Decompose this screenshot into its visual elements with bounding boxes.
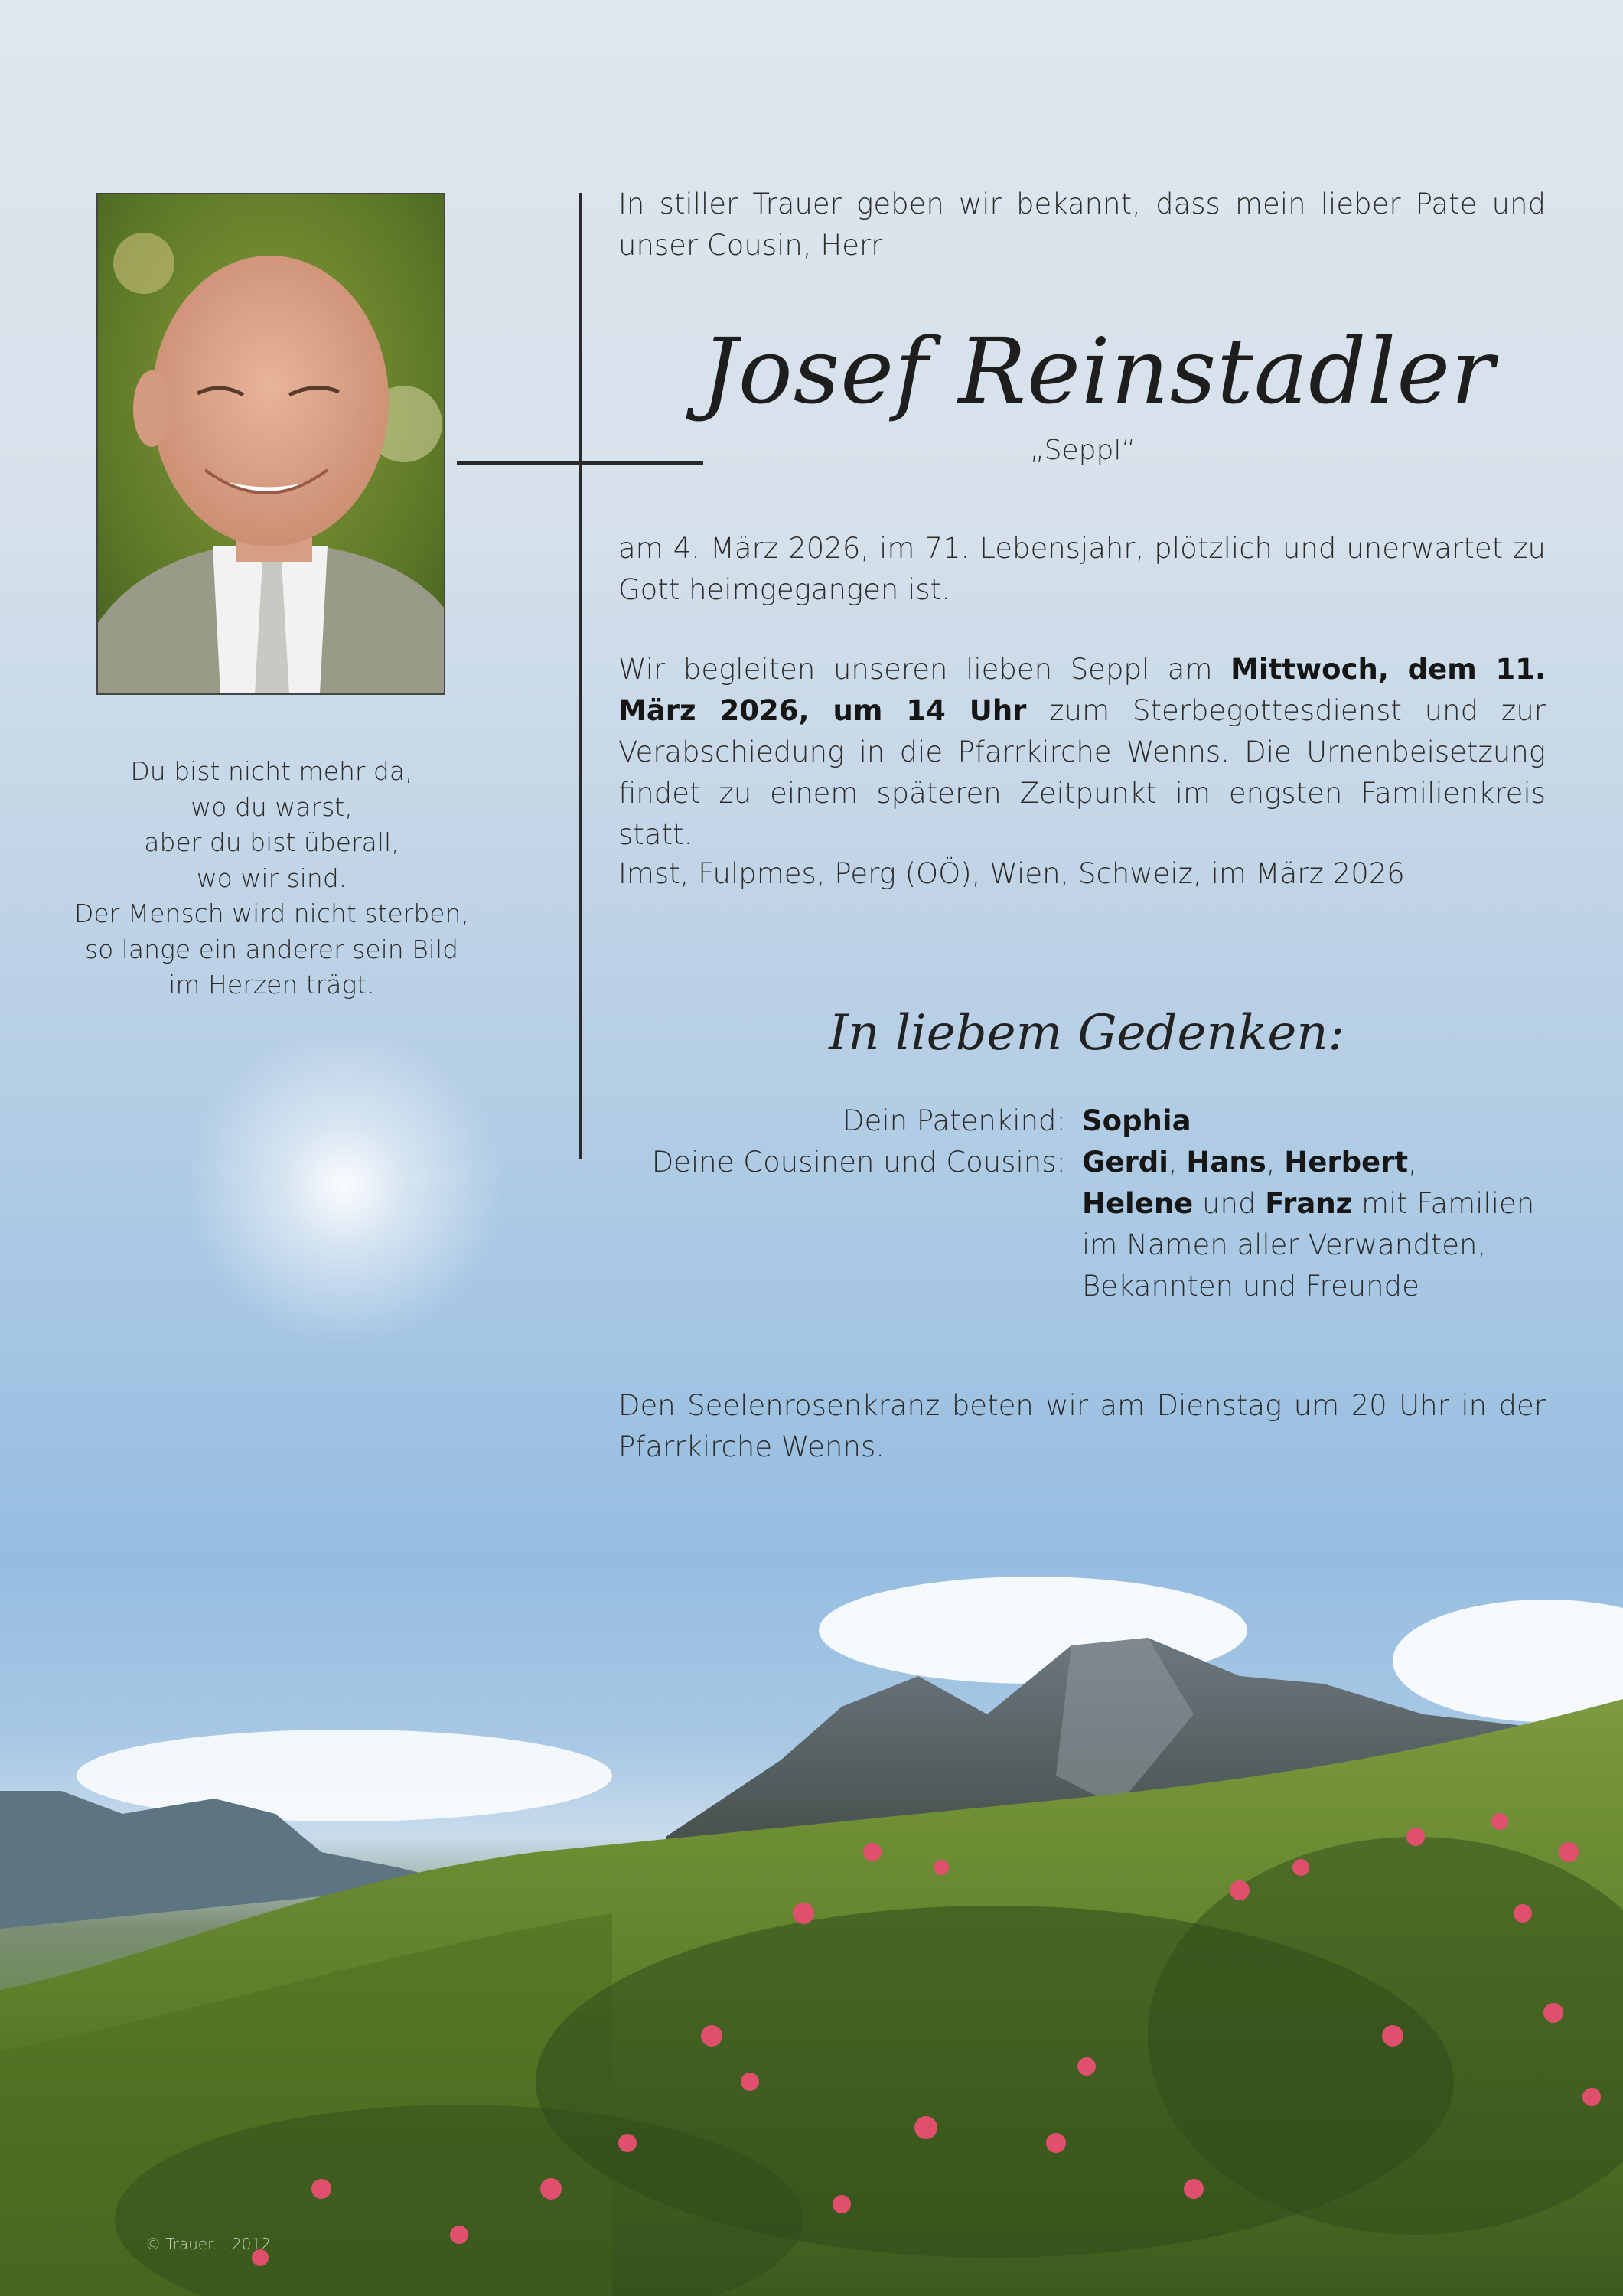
separator: , [1168,1146,1187,1179]
places-date-line: Imst, Fulpmes, Perg (OÖ), Wien, Schweiz, im März 2026 [618,857,1405,890]
cousins-names [1082,1142,1534,1307]
in-memory-heading: In liebem Gedenken: [828,1005,1345,1062]
nickname: „Seppl“ [1029,435,1136,466]
cousins-line: im Namen aller Verwandten, [1082,1228,1487,1261]
cross-vertical-bar [579,193,582,1159]
separator: , [1408,1146,1417,1179]
funeral-info-text: Wir begleiten unseren lieben Seppl am [618,653,1231,686]
intro-text: In stiller Trauer geben wir bekannt, dass mein lieber Pate und unser Cousin, Herr [618,188,1546,262]
relative-name: Herbert [1284,1146,1409,1179]
poem-line: so lange ein anderer sein Bild [84,934,459,964]
poem-line: wo du warst, [191,791,353,822]
death-notice-paragraph: am 4. März 2026, im 71. Lebensjahr, plötzlich und unerwartet zu Gott heimgegangen ist. [618,532,1546,606]
deceased-name: Josef Reinstadler [701,318,1495,424]
funeral-info-paragraph [618,649,1546,856]
godchild-label: Dein Patenkind: [842,1104,1066,1137]
poem [69,754,474,1003]
sun-glow [153,1033,536,1339]
poem-line: Der Mensch wird nicht sterben, [73,899,469,928]
copyright-footer: © Trauer... 2012 [145,2235,271,2253]
godchild-name [1082,1101,1191,1142]
cousins-line [1082,1183,1534,1225]
cousins-label: Deine Cousinen und Cousins: [651,1146,1066,1179]
relative-name: Helene [1082,1187,1194,1220]
cousins-text: mit Familien [1352,1187,1535,1220]
poem-line: Du bist nicht mehr da, [130,756,413,786]
cross-horizontal-bar [457,461,703,465]
funeral-info-text: zum Sterbegottesdienst und zur Verabschiedung in die Pfarrkirche Wenns. Die Urnenbeisetzung findet zu einem späteren Zeitpunkt im engsten Familienkreis statt. [618,694,1546,851]
relative-name: Franz [1265,1187,1353,1220]
cousins-line: Bekannten und Freunde [1082,1270,1419,1303]
cousins-line [1082,1142,1534,1183]
poem-line: aber du bist überall, [144,827,399,857]
separator: , [1266,1146,1285,1179]
relative-name: Gerdi [1082,1146,1168,1179]
rosary-info-paragraph: Den Seelenrosenkranz beten wir am Dienstag um 20 Uhr in der Pfarrkirche Wenns. [618,1389,1546,1463]
poem-line: im Herzen trägt. [168,970,375,1000]
relative-name: Sophia [1082,1104,1191,1137]
funeral-date-time: Mittwoch, dem 11. März 2026, um 14 Uhr [618,653,1546,727]
mountain-landscape-image [0,1454,1623,2296]
portrait-photo [96,193,445,695]
poem-line: wo wir sind. [196,863,347,893]
separator: und [1193,1187,1266,1220]
relative-name: Hans [1186,1146,1266,1179]
